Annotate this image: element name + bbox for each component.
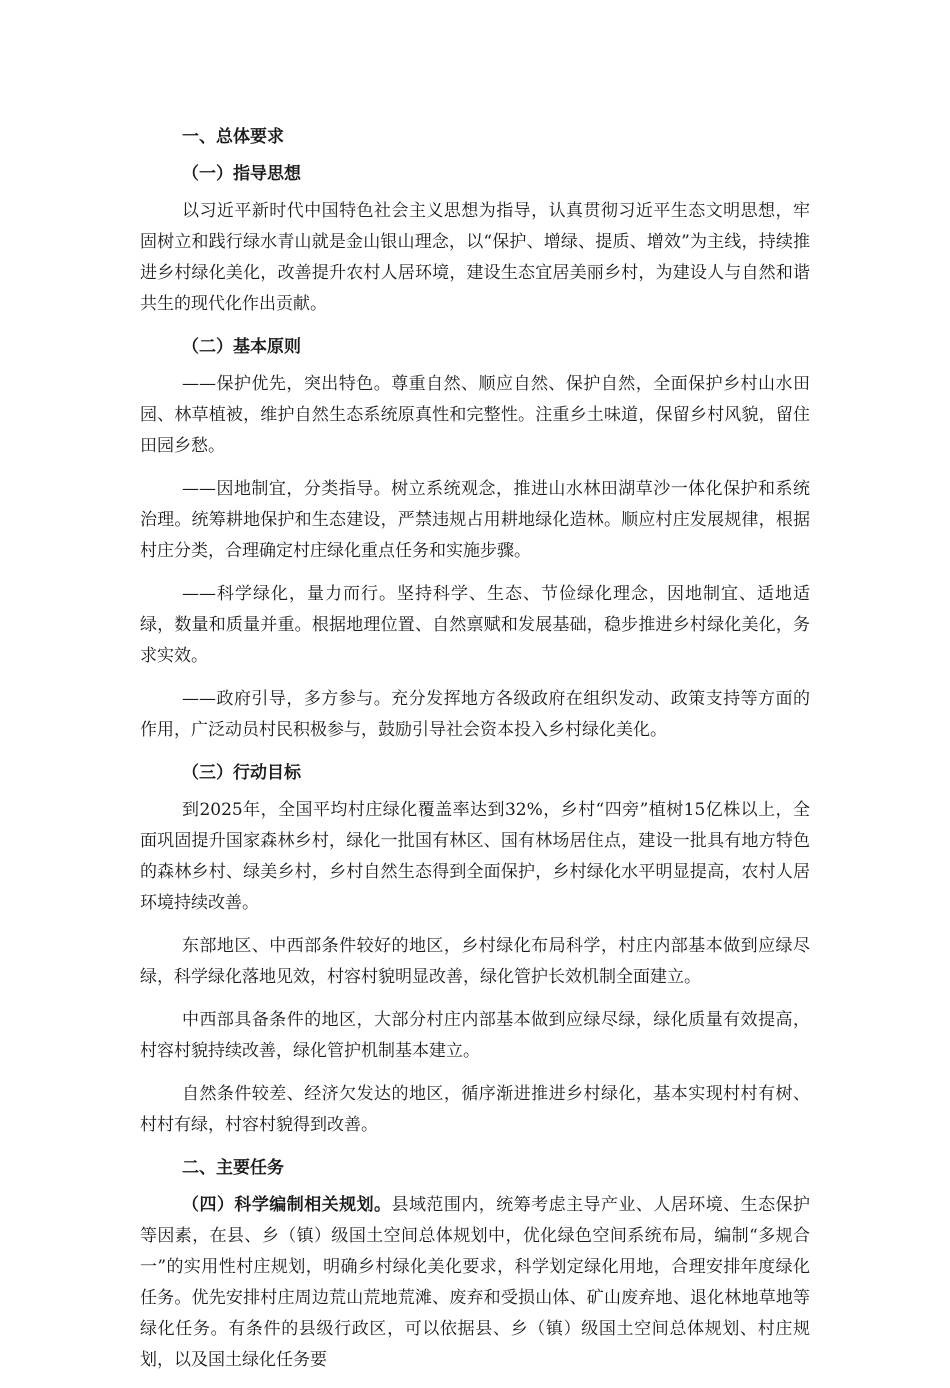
section-1-heading: 一、总体要求 (182, 127, 284, 147)
principle-paragraph-2: ——因地制宜，分类指导。树立系统观念，推进山水林田湖草沙一体化保护和系统治理。统筹耕地保护和生态建设，严禁违规占用耕地绿化造林。顺应村庄发展规律，根据村庄分类，合理确定村庄绿化重点任务和实施步骤。 (140, 479, 810, 561)
goal-paragraph-2: 东部地区、中西部条件较好的地区，乡村绿化布局科学，村庄内部基本做到应绿尽绿，科学绿化落地见效，村容村貌明显改善，绿化管护长效机制全面建立。 (140, 936, 810, 987)
section-1-2-heading: （二）基本原则 (182, 337, 301, 357)
goal-paragraph-1: 到2025年，全国平均村庄绿化覆盖率达到32%，乡村“四旁”植树15亿株以上，全面巩固提升国家森林乡村，绿化一批国有林区、国有林场居住点，建设一批具有地方特色的森林乡村、绿美乡村，乡村自然生态得到全面保护，乡村绿化水平明显提高，农村人居环境持续改善。 (140, 800, 810, 913)
goal-paragraph-4: 自然条件较差、经济欠发达的地区，循序渐进推进乡村绿化，基本实现村村有树、村村有绿，村容村貌得到改善。 (140, 1084, 810, 1135)
section-2-heading: 二、主要任务 (182, 1158, 284, 1178)
task-4-body: 县域范围内，统筹考虑主导产业、人居环境、生态保护等因素，在县、乡（镇）级国土空间总体规划中，优化绿色空间系统布局，编制“多规合一”的实用性村庄规划，明确乡村绿化美化要求，科学划定绿化用地，合理安排年度绿化任务。优先安排村庄周边荒山荒地荒滩、废弃和受损山体、矿山废弃地、退化林地草地等绿化任务。有条件的县级行政区，可以依据县、乡（镇）级国土空间总体规划、村庄规划，以及国土绿化任务要 (140, 1195, 811, 1370)
goal-paragraph-3: 中西部具备条件的地区，大部分村庄内部基本做到应绿尽绿，绿化质量有效提高，村容村貌持续改善，绿化管护机制基本建立。 (140, 1010, 810, 1061)
section-1-1-heading: （一）指导思想 (182, 164, 301, 184)
principle-paragraph-1: ——保护优先，突出特色。尊重自然、顺应自然、保护自然，全面保护乡村山水田园、林草植被，维护自然生态系统原真性和完整性。注重乡土味道，保留乡村风貌，留住田园乡愁。 (140, 374, 810, 456)
principle-paragraph-3: ——科学绿化，量力而行。坚持科学、生态、节俭绿化理念，因地制宜、适地适绿，数量和质量并重。根据地理位置、自然禀赋和发展基础，稳步推进乡村绿化美化，务求实效。 (140, 584, 810, 666)
section-1-3-heading: （三）行动目标 (182, 763, 301, 783)
guiding-ideology-paragraph: 以习近平新时代中国特色社会主义思想为指导，认真贯彻习近平生态文明思想，牢固树立和践行绿水青山就是金山银山理念，以“保护、增绿、提质、增效”为主线，持续推进乡村绿化美化，改善提升农村人居环境，建设生态宜居美丽乡村，为建设人与自然和谐共生的现代化作出贡献。 (140, 201, 810, 314)
task-4-lead: （四）科学编制相关规划。 (182, 1195, 392, 1215)
document-page (140, 122, 810, 1388)
task-4-paragraph (140, 1190, 810, 1376)
principle-paragraph-4: ——政府引导，多方参与。充分发挥地方各级政府在组织发动、政策支持等方面的作用，广泛动员村民积极参与，鼓励引导社会资本投入乡村绿化美化。 (140, 689, 810, 740)
